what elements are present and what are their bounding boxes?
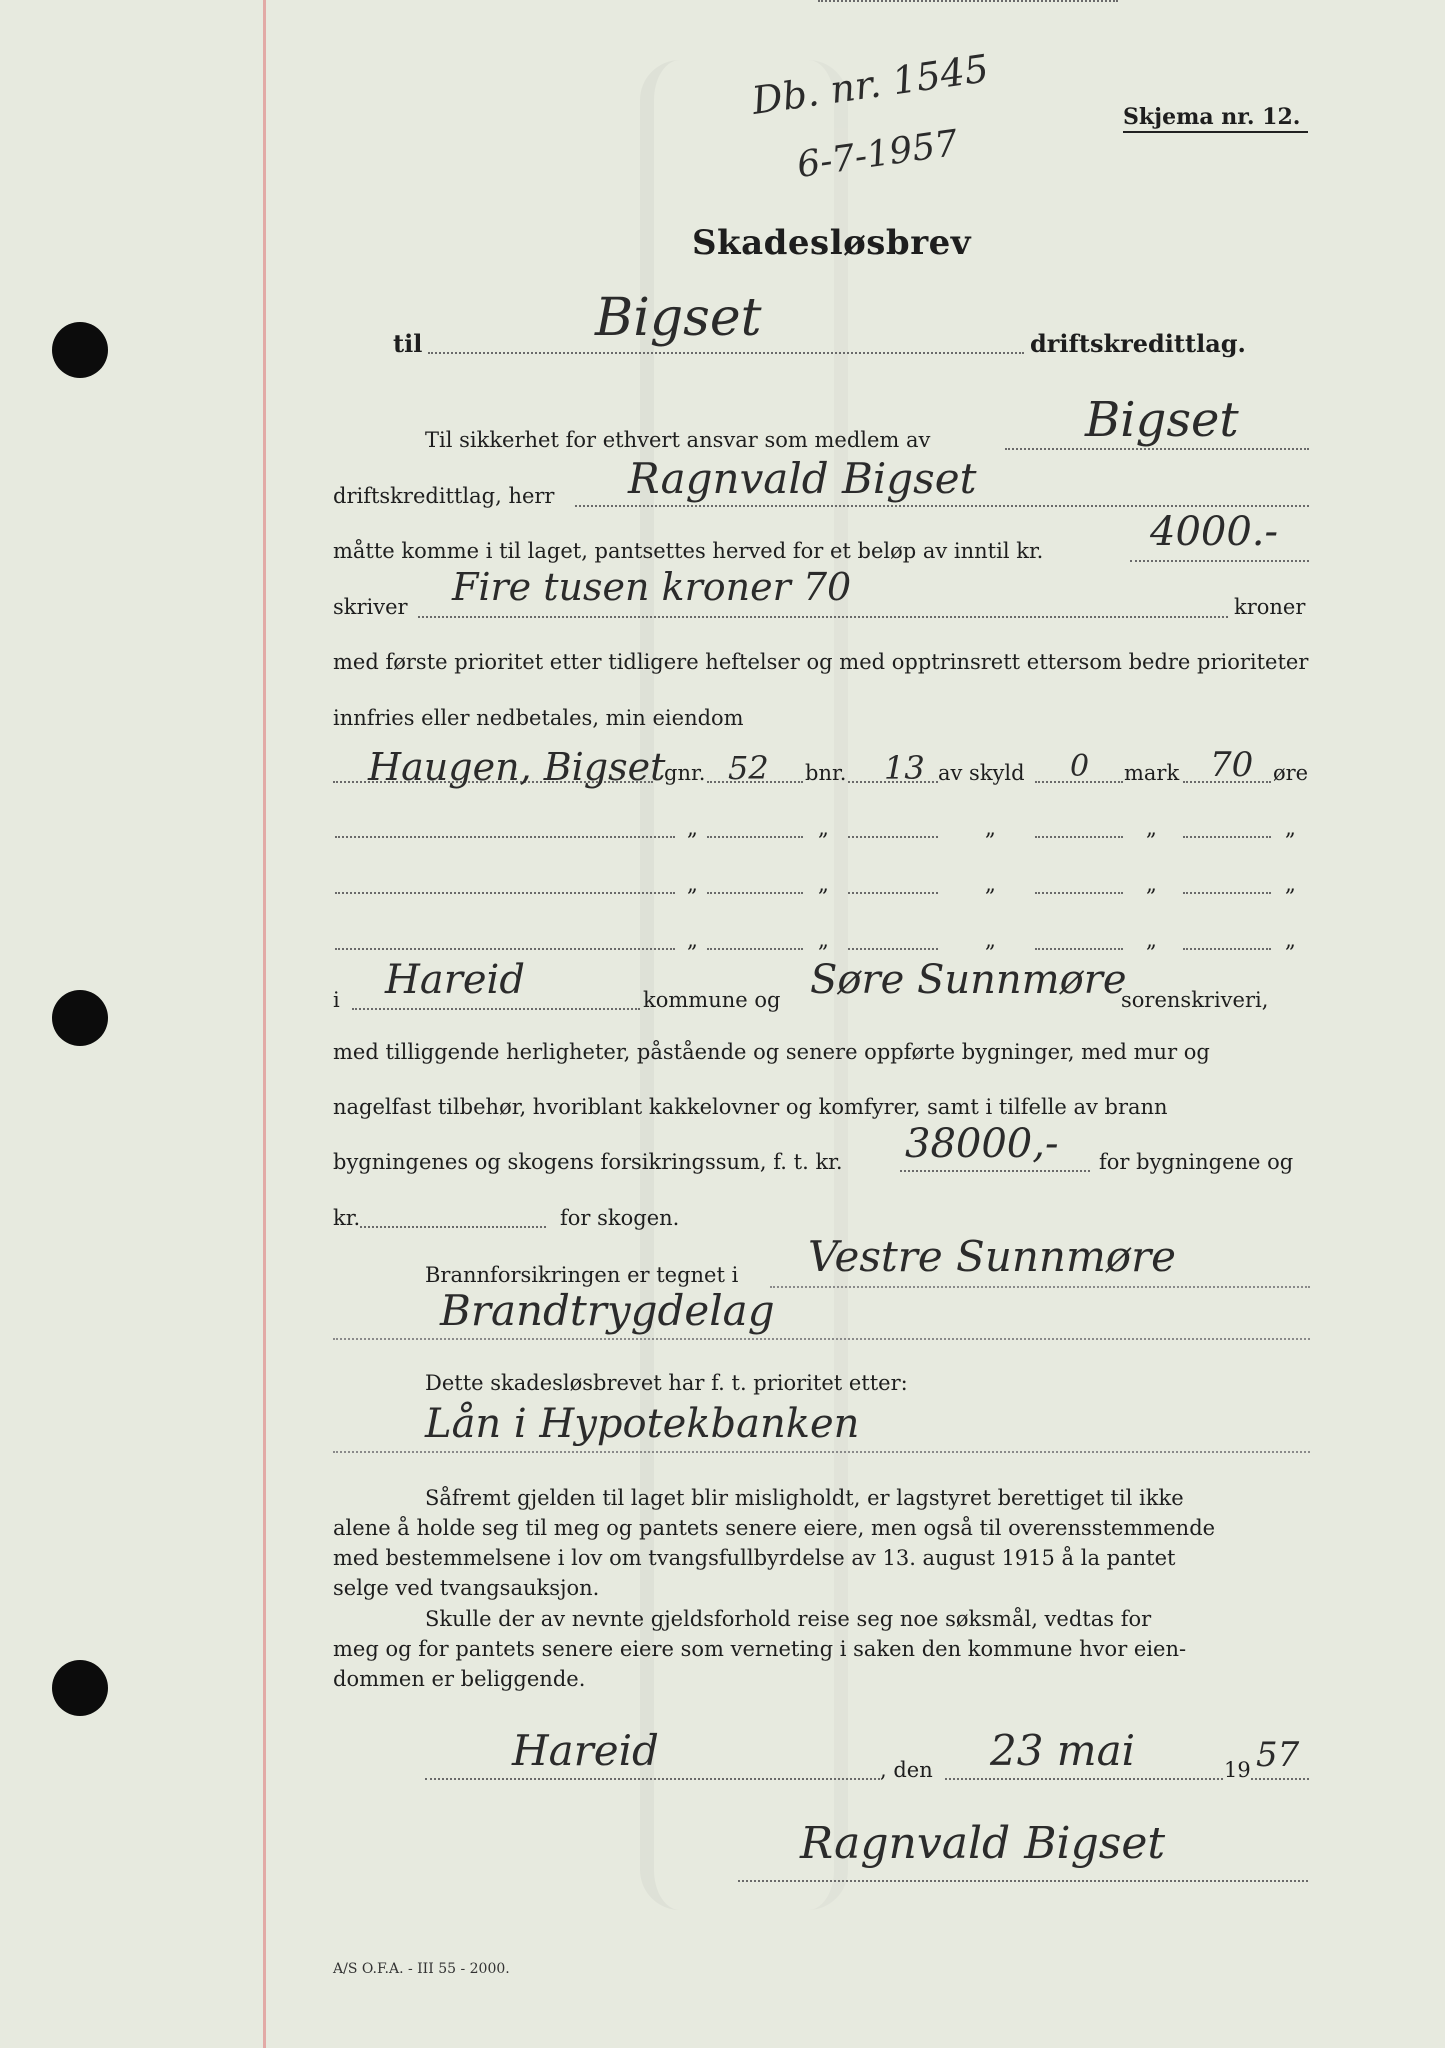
insurance-line-1 (770, 1286, 1310, 1288)
insurance-company-2: Brandtrygdelag (440, 1286, 775, 1335)
terms-p1-line-2: alene å holde seg til meg og pantets senere eiere, men også til overensstemmende (333, 1516, 1216, 1540)
body-line-4-suffix: kroner (1234, 595, 1306, 619)
terms-p2-line-3: dommen er beliggende. (333, 1667, 586, 1691)
insurance-sum-value: 38000,- (905, 1121, 1059, 1167)
ore-label: øre (1273, 761, 1309, 785)
ditto-mark: „ (1285, 872, 1296, 896)
body-line-1: Til sikkerhet for ethvert ansvar som medlem av (425, 428, 931, 452)
body-line-4: skriver (333, 595, 408, 619)
ditto-mark: „ (985, 816, 996, 840)
amount-dotted (1130, 560, 1309, 562)
terms-p1-line-4: selge ved tvangsauksjon. (333, 1576, 600, 1600)
bnr-label: bnr. (805, 761, 847, 785)
clause-line-1: med tilliggende herligheter, påstående og senere oppførte bygninger, med mur og (333, 1040, 1210, 1064)
member-name: Ragnvald Bigset (628, 454, 977, 503)
clause-line-4-prefix: kr. (333, 1206, 361, 1230)
gnr-label: gnr. (664, 761, 706, 785)
ditto-mark: „ (687, 872, 698, 896)
sorenskriveri-dotted (818, 0, 1118, 2)
terms-p1-line-1: Såfremt gjelden til laget blir misligholdt, er lagstyret berettiget til ikke (425, 1486, 1184, 1510)
punch-hole-top (52, 322, 108, 378)
amount-in-words: Fire tusen kroner 70 (452, 565, 852, 609)
ditto-mark: „ (985, 928, 996, 952)
form-number: Skjema nr. 12. (1123, 104, 1301, 130)
property-name: Haugen, Bigset (368, 745, 666, 789)
insurance-line-2 (333, 1338, 1310, 1340)
body-line-1-dotted (1005, 448, 1309, 450)
mark-label: mark (1124, 761, 1180, 785)
form-number-underline (1123, 131, 1308, 133)
printer-imprint: A/S O.F.A. - III 55 - 2000. (333, 1961, 510, 1977)
punch-hole-bottom (52, 1660, 108, 1716)
body-line-6: innfries eller nedbetales, min eiendom (333, 706, 744, 730)
sorenskriveri-label: sorenskriveri, (1121, 988, 1269, 1012)
gnr-value: 52 (728, 749, 769, 787)
terms-p1-line-3: med bestemmelsene i lov om tvangsfullbyrdelse av 13. august 1915 å la pantet (333, 1546, 1176, 1570)
recipient-prefix: til (393, 329, 423, 358)
body-line-5: med første prioritet etter tidligere heftelser og med opptrinsrett ettersom bedre prioriteter (333, 650, 1309, 674)
kommune-dotted (352, 1008, 640, 1010)
insurance-label: Brannforsikringen er tegnet i (425, 1263, 739, 1287)
signing-place: Hareid (512, 1726, 659, 1775)
insurance-sum-dotted (900, 1170, 1090, 1172)
body-line-3: måtte komme i til laget, pantsettes herved for et beløp av inntil kr. (333, 539, 1044, 563)
signing-date: 23 mai (990, 1726, 1136, 1775)
clause-line-4-suffix: for skogen. (560, 1206, 680, 1230)
recipient-name: Bigset (595, 288, 762, 348)
priority-line (333, 1451, 1310, 1453)
body-line-2-dotted (575, 505, 1309, 507)
kommune-value: Hareid (385, 957, 525, 1003)
ditto-mark: „ (687, 816, 698, 840)
handwritten-case-number: Db. nr. 1545 (749, 46, 992, 123)
date-dotted (945, 1778, 1223, 1780)
ditto-mark: „ (1146, 928, 1157, 952)
place-dotted (425, 1778, 880, 1780)
handwritten-case-date: 6-7-1957 (794, 122, 961, 186)
punch-hole-middle (52, 990, 108, 1046)
recipient-dotted-line (428, 352, 1024, 354)
kommune-label: kommune og (643, 988, 781, 1012)
forest-sum-dotted (360, 1226, 546, 1228)
den-label: , den (880, 1758, 933, 1782)
recipient-suffix: driftskredittlag. (1030, 329, 1246, 358)
municipality-prefix: i (333, 988, 340, 1012)
sorenskriveri-value: Søre Sunnmøre (810, 957, 1127, 1003)
terms-p2-line-2: meg og for pantets senere eiere som verneting i saken den kommune hvor eien- (333, 1637, 1187, 1661)
clause-line-3: bygningenes og skogens forsikringssum, f. t. kr. (333, 1150, 843, 1174)
clause-line-2: nagelfast tilbehør, hvoriblant kakkelovner og komfyrer, samt i tilfelle av brann (333, 1095, 1168, 1119)
amount-words-dotted (418, 616, 1228, 618)
red-margin-line (263, 0, 266, 2048)
signature: Ragnvald Bigset (800, 1818, 1166, 1869)
bnr-value: 13 (884, 749, 925, 787)
priority-label: Dette skadesløsbrevet har f. t. prioritet etter: (425, 1371, 908, 1395)
body-line-1-value: Bigset (1085, 392, 1239, 448)
ditto-mark: „ (1285, 928, 1296, 952)
ditto-mark: „ (818, 928, 829, 952)
year-prefix: 19 (1224, 1758, 1251, 1782)
year-suffix: 57 (1256, 1735, 1300, 1775)
ditto-mark: „ (818, 872, 829, 896)
priority-value: Lån i Hypotekbanken (425, 1401, 860, 1447)
clause-line-3-suffix: for bygningene og (1099, 1150, 1294, 1174)
skyld-value: 0 (1070, 749, 1090, 784)
skyld-label: av skyld (938, 761, 1025, 785)
document-title: Skadesløsbrev (692, 223, 971, 263)
body-line-2: driftskredittlag, herr (333, 484, 555, 508)
signature-dotted (738, 1880, 1308, 1882)
ditto-mark: „ (687, 928, 698, 952)
amount-value: 4000.- (1150, 509, 1279, 555)
ditto-mark: „ (985, 872, 996, 896)
ore-value: 70 (1210, 745, 1254, 785)
ditto-mark: „ (818, 816, 829, 840)
terms-p2-line-1: Skulle der av nevnte gjeldsforhold reise seg noe søksmål, vedtas for (425, 1607, 1152, 1631)
year-dotted (1251, 1778, 1309, 1780)
ditto-mark: „ (1146, 816, 1157, 840)
ditto-mark: „ (1285, 816, 1296, 840)
ditto-mark: „ (1146, 872, 1157, 896)
insurance-company-1: Vestre Sunnmøre (808, 1232, 1177, 1281)
